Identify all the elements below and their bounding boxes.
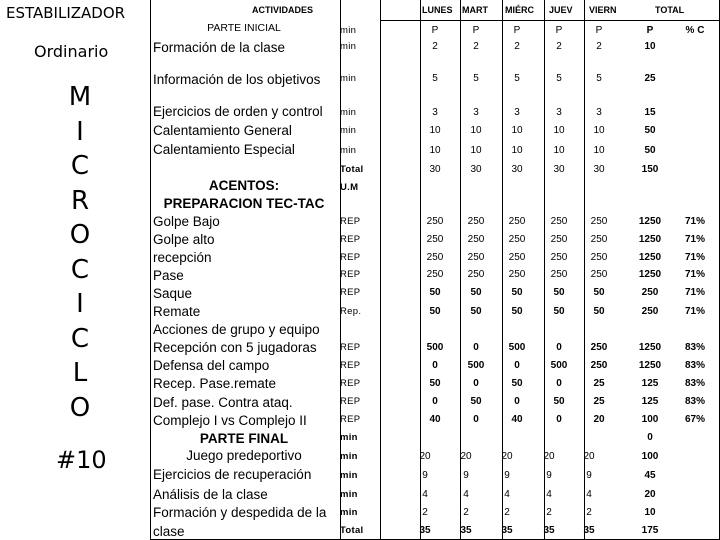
day-value-cell: 250 — [426, 252, 444, 263]
total-cell: 25 — [644, 73, 656, 84]
day-value-cell: 250 — [590, 252, 608, 263]
day-value-cell: 50 — [593, 306, 605, 317]
day-value-cell: 25 — [593, 396, 605, 407]
day-value-cell: 0 — [432, 396, 438, 407]
percent-cell: 83% — [684, 360, 705, 371]
day-value-cell: 10 — [470, 145, 482, 156]
day-value-cell: 50 — [511, 378, 523, 389]
total-cell: 1250 — [638, 342, 662, 353]
total-cell: 1250 — [638, 269, 662, 280]
day-value-cell: 10 — [553, 145, 565, 156]
day-value-cell: 250 — [550, 234, 568, 245]
vertical-letter: O — [69, 392, 91, 423]
day-value-cell: 500 — [467, 360, 485, 371]
unit-cell: REP — [340, 234, 361, 245]
day-value-cell: 0 — [432, 360, 438, 371]
total-cell: 150 — [641, 164, 659, 175]
vertical-letter: I — [76, 289, 84, 319]
unit-cell: REP — [340, 252, 361, 263]
total-cell: 125 — [641, 396, 659, 407]
day-value-cell: 10 — [429, 145, 441, 156]
day-value-cell: 500 — [508, 342, 526, 353]
day-value-cell: 30 — [470, 164, 482, 175]
day-value-cell: 250 — [550, 269, 568, 280]
activity-label: Complejo I vs Complejo II — [153, 413, 307, 428]
activity-label: Ejercicios de orden y control — [153, 104, 323, 119]
table-divider — [380, 20, 719, 21]
day-value-cell: 5 — [473, 73, 479, 84]
activity-label: Ejercicios de recuperación — [153, 467, 312, 482]
day-value-cell: 0 — [473, 378, 479, 389]
day-value-cell: 250 — [508, 269, 526, 280]
day-value-cell: 0 — [556, 378, 562, 389]
header-day: VIERN — [589, 5, 617, 15]
vertical-word — [60, 80, 100, 425]
day-value-cell: 10 — [470, 125, 482, 136]
section-initial: PARTE INICIAL — [207, 22, 281, 34]
day-value-cell: 3 — [596, 107, 602, 118]
day-value-cell: 0 — [514, 396, 520, 407]
header-day: LUNES — [422, 5, 453, 15]
document-subtitle: Ordinario — [34, 42, 109, 61]
day-value-cell: 3 — [473, 107, 479, 118]
unit-cell: min — [340, 73, 357, 84]
day-value-cell: 10 — [429, 125, 441, 136]
section-accents: ACENTOS: — [208, 178, 280, 193]
day-value-cell: 20 — [501, 451, 513, 462]
unit-cell: min — [340, 107, 357, 118]
day-value-cell: 20 — [419, 451, 431, 462]
day-value-cell: 0 — [473, 414, 479, 425]
activity-label: Recepción con 5 jugadoras — [153, 340, 317, 355]
session-number: #10 — [56, 446, 107, 474]
header-day: JUEV — [549, 5, 573, 15]
day-value-cell: 50 — [470, 396, 482, 407]
day-value-cell: P — [472, 25, 480, 36]
day-value-cell: 10 — [593, 125, 605, 136]
vertical-letter: M — [68, 82, 92, 112]
unit-cell: REP — [340, 287, 361, 298]
day-value-cell: 10 — [593, 145, 605, 156]
day-value-cell: P — [555, 25, 563, 36]
day-value-cell: 250 — [426, 216, 444, 227]
day-value-cell: 4 — [586, 489, 592, 500]
vertical-letter: R — [70, 185, 90, 216]
section-final: PARTE FINAL — [199, 431, 289, 446]
day-value-cell: 4 — [504, 489, 510, 500]
day-value-cell: 50 — [553, 287, 565, 298]
activity-label: Calentamiento Especial — [153, 142, 295, 157]
day-value-cell: 50 — [470, 306, 482, 317]
total-cell: 1250 — [638, 234, 662, 245]
percent-cell: 71% — [684, 269, 705, 280]
unit-cell: min — [340, 507, 358, 518]
day-value-cell: 35 — [543, 525, 555, 536]
table-divider — [380, 0, 381, 540]
document-title: ESTABILIZADOR — [6, 4, 126, 22]
day-value-cell: 25 — [593, 378, 605, 389]
unit-cell: min — [340, 25, 357, 36]
day-value-cell: 50 — [470, 287, 482, 298]
day-value-cell: 10 — [511, 145, 523, 156]
unit-cell: REP — [340, 414, 361, 425]
percent-cell: 71% — [684, 306, 705, 317]
unit-cell: REP — [340, 342, 361, 353]
day-value-cell: 250 — [467, 269, 485, 280]
unit-cell: REP — [340, 378, 361, 389]
day-value-cell: 250 — [467, 234, 485, 245]
day-value-cell: 250 — [426, 269, 444, 280]
day-value-cell: 30 — [429, 164, 441, 175]
unit-cell: REP — [340, 396, 361, 407]
percent-cell: 71% — [684, 234, 705, 245]
total-cell: 1250 — [638, 252, 662, 263]
day-value-cell: 500 — [550, 360, 568, 371]
total-cell: 20 — [644, 489, 656, 500]
total-cell: 100 — [641, 451, 659, 462]
unit-cell: REP — [340, 269, 361, 280]
day-value-cell: 250 — [508, 234, 526, 245]
activity-label: Formación y despedida de la — [153, 505, 327, 520]
day-value-cell: 250 — [590, 234, 608, 245]
activity-label: Recep. Pase.remate — [153, 376, 277, 391]
total-cell: 125 — [641, 378, 659, 389]
day-value-cell: 50 — [429, 287, 441, 298]
day-value-cell: 2 — [514, 41, 520, 52]
day-value-cell: 35 — [501, 525, 513, 536]
day-value-cell: 250 — [590, 269, 608, 280]
day-value-cell: 3 — [514, 107, 520, 118]
day-value-cell: 2 — [463, 507, 469, 518]
day-value-cell: 30 — [553, 164, 565, 175]
day-value-cell: 250 — [590, 216, 608, 227]
activity-label: Golpe Bajo — [153, 214, 220, 229]
percent-cell: 71% — [684, 287, 705, 298]
vertical-letter: C — [70, 254, 90, 285]
day-value-cell: 0 — [556, 414, 562, 425]
activity-label: Juego predeportivo — [186, 448, 302, 463]
total-cell: 10 — [644, 41, 656, 52]
day-value-cell: 3 — [432, 107, 438, 118]
total-cell: 50 — [644, 145, 656, 156]
activity-label: clase — [153, 524, 185, 539]
section-prep: PREPARACION TEC-TAC — [163, 196, 325, 211]
unit-cell: Total — [340, 164, 364, 175]
day-value-cell: P — [431, 25, 439, 36]
day-value-cell: 9 — [546, 470, 552, 481]
day-value-cell: 4 — [422, 489, 428, 500]
day-value-cell: 2 — [432, 41, 438, 52]
percent-cell: 83% — [684, 342, 705, 353]
day-value-cell: 2 — [556, 41, 562, 52]
activity-label: Golpe alto — [153, 232, 215, 247]
day-value-cell: 30 — [593, 164, 605, 175]
day-value-cell: 30 — [511, 164, 523, 175]
activity-label: Saque — [153, 286, 193, 301]
activity-label: Pase — [153, 268, 184, 283]
total-cell: 50 — [644, 125, 656, 136]
header-day: MIÉRC — [505, 5, 534, 15]
vertical-letter: I — [76, 116, 84, 147]
day-value-cell: 40 — [511, 414, 523, 425]
day-value-cell: 4 — [546, 489, 552, 500]
activity-label: Formación de la clase — [153, 40, 286, 55]
total-cell: 250 — [641, 287, 659, 298]
day-value-cell: 35 — [583, 525, 595, 536]
percent-cell: 71% — [684, 252, 705, 263]
day-value-cell: 2 — [422, 507, 428, 518]
vertical-letter: L — [72, 358, 88, 388]
total-cell: 0 — [647, 432, 653, 443]
vertical-letter: C — [70, 151, 90, 181]
header-activities: ACTIVIDADES — [252, 5, 314, 15]
day-value-cell: 500 — [426, 342, 444, 353]
day-value-cell: 40 — [429, 414, 441, 425]
activity-label: Información de los objetivos — [153, 72, 321, 87]
activity-label: Def. pase. Contra ataq. — [153, 395, 293, 410]
day-value-cell: 250 — [508, 216, 526, 227]
side-panel — [0, 0, 150, 540]
unit-cell: min — [340, 41, 357, 52]
activity-label: Calentamiento General — [153, 123, 292, 138]
day-value-cell: 4 — [463, 489, 469, 500]
unit-cell: min — [340, 470, 358, 481]
unit-cell: Rep. — [340, 306, 362, 317]
day-value-cell: 250 — [508, 252, 526, 263]
total-cell: 1250 — [638, 360, 662, 371]
activity-label: recepción — [153, 250, 212, 265]
day-value-cell: 50 — [593, 287, 605, 298]
day-value-cell: 50 — [511, 287, 523, 298]
total-cell: 250 — [641, 306, 659, 317]
day-value-cell: 9 — [422, 470, 428, 481]
percent-cell: 71% — [684, 216, 705, 227]
day-value-cell: 9 — [586, 470, 592, 481]
day-value-cell: 50 — [429, 378, 441, 389]
vertical-letter: C — [70, 323, 90, 354]
day-value-cell: 5 — [596, 73, 602, 84]
activity-label: Acciones de grupo y equipo — [153, 322, 320, 337]
day-value-cell: 20 — [543, 451, 555, 462]
day-value-cell: 10 — [511, 125, 523, 136]
day-value-cell: P — [513, 25, 521, 36]
day-value-cell: 35 — [419, 525, 431, 536]
total-cell: 45 — [644, 470, 656, 481]
day-value-cell: 50 — [429, 306, 441, 317]
total-cell: 100 — [641, 414, 659, 425]
day-value-cell: 50 — [553, 396, 565, 407]
day-value-cell: 2 — [546, 507, 552, 518]
day-value-cell: 20 — [460, 451, 472, 462]
day-value-cell: 5 — [514, 73, 520, 84]
day-value-cell: 2 — [504, 507, 510, 518]
unit-cell: REP — [340, 216, 361, 227]
header-total: TOTAL — [655, 5, 685, 15]
total-cell: 10 — [644, 507, 656, 518]
unit-cell: min — [340, 432, 358, 443]
day-value-cell: 9 — [504, 470, 510, 481]
percent-cell: 83% — [684, 396, 705, 407]
day-value-cell: 50 — [511, 306, 523, 317]
day-value-cell: 50 — [553, 306, 565, 317]
day-value-cell: 10 — [553, 125, 565, 136]
unit-cell: min — [340, 451, 358, 462]
day-value-cell: 250 — [426, 234, 444, 245]
plan-table — [150, 0, 720, 540]
day-value-cell: P — [595, 25, 603, 36]
day-value-cell: 0 — [473, 342, 479, 353]
total-cell: 1250 — [638, 216, 662, 227]
total-cell: 175 — [641, 525, 659, 536]
activity-label: Remate — [153, 304, 201, 319]
day-value-cell: 20 — [593, 414, 605, 425]
day-value-cell: 0 — [556, 342, 562, 353]
unit-cell: U.M — [340, 182, 359, 193]
day-value-cell: 250 — [550, 252, 568, 263]
day-value-cell: 250 — [550, 216, 568, 227]
day-value-cell: 5 — [556, 73, 562, 84]
unit-cell: min — [340, 145, 357, 156]
day-value-cell: 9 — [463, 470, 469, 481]
day-value-cell: 0 — [514, 360, 520, 371]
day-value-cell: 250 — [590, 360, 608, 371]
day-value-cell: 250 — [590, 342, 608, 353]
day-value-cell: 20 — [583, 451, 595, 462]
activity-label: Defensa del campo — [153, 358, 270, 373]
day-value-cell: 2 — [596, 41, 602, 52]
total-cell: 15 — [644, 107, 656, 118]
unit-cell: min — [340, 125, 357, 136]
total-cell: P — [646, 25, 654, 36]
day-value-cell: 35 — [460, 525, 472, 536]
header-day: MART — [462, 5, 488, 15]
unit-cell: REP — [340, 360, 361, 371]
day-value-cell: 250 — [467, 216, 485, 227]
percent-cell: 83% — [684, 378, 705, 389]
day-value-cell: 250 — [467, 252, 485, 263]
day-value-cell: 2 — [586, 507, 592, 518]
day-value-cell: 5 — [432, 73, 438, 84]
day-value-cell: 3 — [556, 107, 562, 118]
vertical-letter: O — [69, 220, 91, 250]
percent-cell: % C — [685, 25, 705, 36]
percent-cell: 67% — [684, 414, 705, 425]
activity-label: Análisis de la clase — [153, 487, 268, 502]
unit-cell: Total — [340, 525, 364, 536]
day-value-cell: 2 — [473, 41, 479, 52]
unit-cell: min — [340, 489, 358, 500]
